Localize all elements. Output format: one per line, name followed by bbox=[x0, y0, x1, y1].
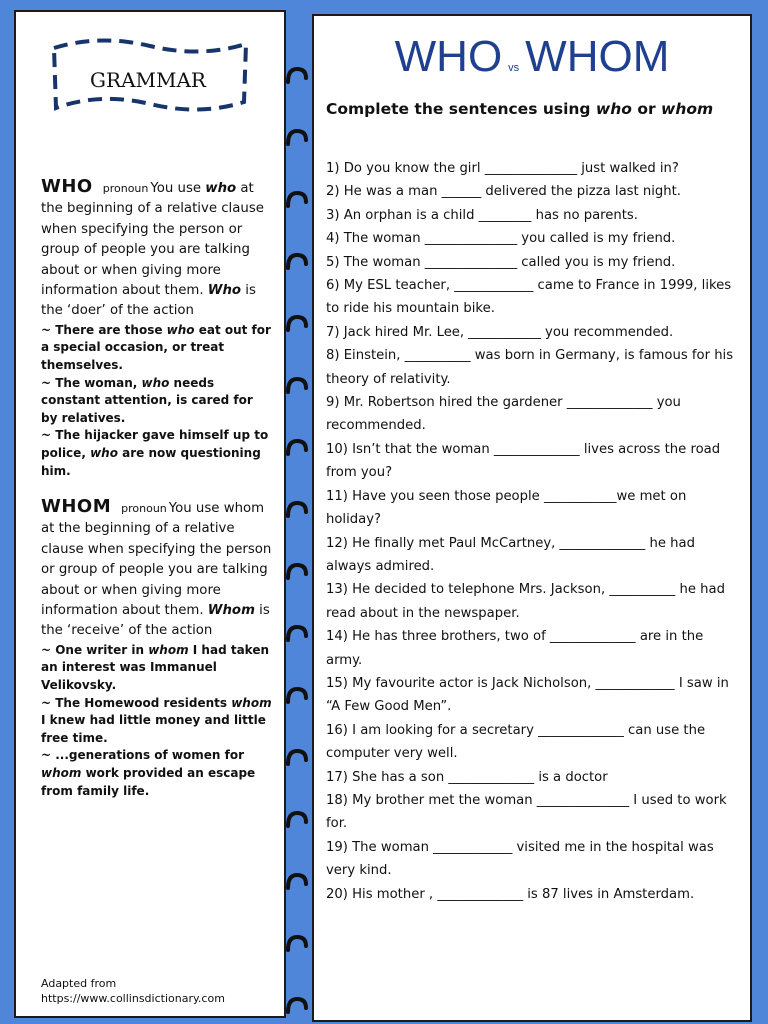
whom-example: ~ One writer in whom I had taken an interest was Immanuel Velikovsky. bbox=[41, 642, 270, 693]
title-whom: WHOM bbox=[525, 32, 670, 81]
sentence-item: 6) My ESL teacher, ____________ came to France in 1999, likes to ride his mountain bike. bbox=[326, 278, 732, 317]
binder-ring-icon bbox=[284, 996, 312, 1014]
worksheet bbox=[312, 14, 752, 1022]
binder-ring-icon bbox=[284, 438, 312, 456]
source-credit-label: Adapted from bbox=[41, 977, 117, 990]
binder-ring-icon bbox=[284, 500, 312, 518]
sentence-item: 14) He has three brothers, two of _____________ are in the army. bbox=[326, 629, 704, 668]
sentence-item: 17) She has a son _____________ is a doctor bbox=[326, 769, 608, 785]
whom-example: ~ ...generations of women for whom work provided an escape from family life. bbox=[41, 748, 256, 798]
who-definition bbox=[41, 177, 273, 480]
sentence-item: 18) My brother met the woman ______________ I used to work for. bbox=[326, 792, 727, 832]
sentence-item: 1) Do you know the girl ______________ just walked in? bbox=[326, 161, 679, 176]
who-example: ~ The woman, who needs constant attention, is cared for by relatives. bbox=[41, 375, 253, 425]
whom-definition bbox=[41, 497, 273, 800]
whom-heading: WHOM bbox=[41, 496, 112, 517]
worksheet-title bbox=[314, 32, 750, 82]
who-pos: pronoun bbox=[102, 182, 149, 195]
binder-ring-icon bbox=[284, 128, 312, 146]
source-credit-url: https://www.collinsdictionary.com bbox=[41, 992, 225, 1005]
sentence-item: 4) The woman ______________ you called is my friend. bbox=[326, 231, 676, 247]
who-doer-text: is the ‘doer’ of the action bbox=[41, 283, 256, 319]
sentence-item: 7) Jack hired Mr. Lee, ___________ you recommended. bbox=[326, 324, 674, 340]
who-text-2: at the beginning of a relative clause when specifying the person or group of people you are talking about or when giving more information about them. bbox=[41, 181, 264, 299]
sentence-item: 8) Einstein, __________ was born in Germany, is famous for his theory of relativity. bbox=[326, 348, 734, 387]
whom-text: You use whom at the beginning of a relative clause when specifying the person or group of people you are talking about or when giving more information about them. bbox=[41, 501, 272, 619]
title-who: WHO bbox=[394, 32, 503, 81]
binder-ring-icon bbox=[284, 686, 312, 704]
source-credit bbox=[41, 976, 225, 1006]
whom-receive-text: is the ‘receive’ of the action bbox=[41, 603, 270, 639]
sentence-item: 12) He finally met Paul McCartney, _____________ he had always admired. bbox=[326, 535, 695, 574]
sentence-item: 3) An orphan is a child ________ has no parents. bbox=[326, 207, 638, 223]
sentence-item: 9) Mr. Robertson hired the gardener _____________ you recommended. bbox=[326, 395, 681, 434]
sentence-item: 5) The woman ______________ called you is my friend. bbox=[326, 254, 676, 270]
whom-pos: pronoun bbox=[121, 502, 167, 515]
binder-ring-icon bbox=[284, 934, 312, 952]
who-heading: WHO bbox=[41, 176, 93, 197]
grammar-sidebar bbox=[14, 10, 286, 1018]
binder-ring-icon bbox=[284, 872, 312, 890]
binder-ring-icon bbox=[284, 376, 312, 394]
grammar-banner bbox=[50, 32, 250, 124]
sentence-item: 15) My favourite actor is Jack Nicholson, ____________ I saw in “A Few Good Men”. bbox=[326, 675, 729, 715]
who-doer-word: Who bbox=[207, 283, 242, 299]
sentence-item: 20) His mother , _____________ is 87 lives in Amsterdam. bbox=[326, 886, 695, 902]
binder-ring-icon bbox=[284, 748, 312, 766]
instruction: Complete the sentences using who or whom bbox=[326, 100, 714, 118]
sentence-item: 16) I am looking for a secretary _____________ can use the computer very well. bbox=[326, 722, 706, 762]
grammar-label: GRAMMAR bbox=[90, 68, 206, 92]
binder-ring-icon bbox=[284, 624, 312, 642]
binder-ring-icon bbox=[284, 314, 312, 332]
sentence-item: 2) He was a man ______ delivered the pizza last night. bbox=[326, 184, 681, 200]
sentence-item: 10) Isn’t that the woman _____________ lives across the road from you? bbox=[326, 441, 721, 481]
binder-ring-icon bbox=[284, 190, 312, 208]
title-vs: vs bbox=[508, 62, 520, 74]
binder-ring-icon bbox=[284, 562, 312, 580]
who-example: ~ The hijacker gave himself up to police, who are now questioning him. bbox=[41, 428, 269, 478]
binder-ring-icon bbox=[284, 810, 312, 828]
sentence-item: 11) Have you seen those people ___________we met on holiday? bbox=[326, 488, 687, 528]
who-text: You use bbox=[150, 181, 206, 196]
binder-ring-icon bbox=[284, 252, 312, 270]
who-word: who bbox=[205, 181, 237, 196]
whom-receive-word: Whom bbox=[207, 603, 255, 619]
who-example: ~ There are those who eat out for a special occasion, or treat themselves. bbox=[41, 322, 271, 373]
sentence-item: 13) He decided to telephone Mrs. Jackson, __________ he had read about in the newspaper. bbox=[326, 582, 725, 621]
sentence-item: 19) The woman ____________ visited me in the hospital was very kind. bbox=[326, 839, 714, 879]
sentence-list bbox=[326, 157, 738, 906]
binder-ring-icon bbox=[284, 66, 312, 84]
whom-example: ~ The Homewood residents whom I knew had little money and little free time. bbox=[41, 695, 272, 745]
